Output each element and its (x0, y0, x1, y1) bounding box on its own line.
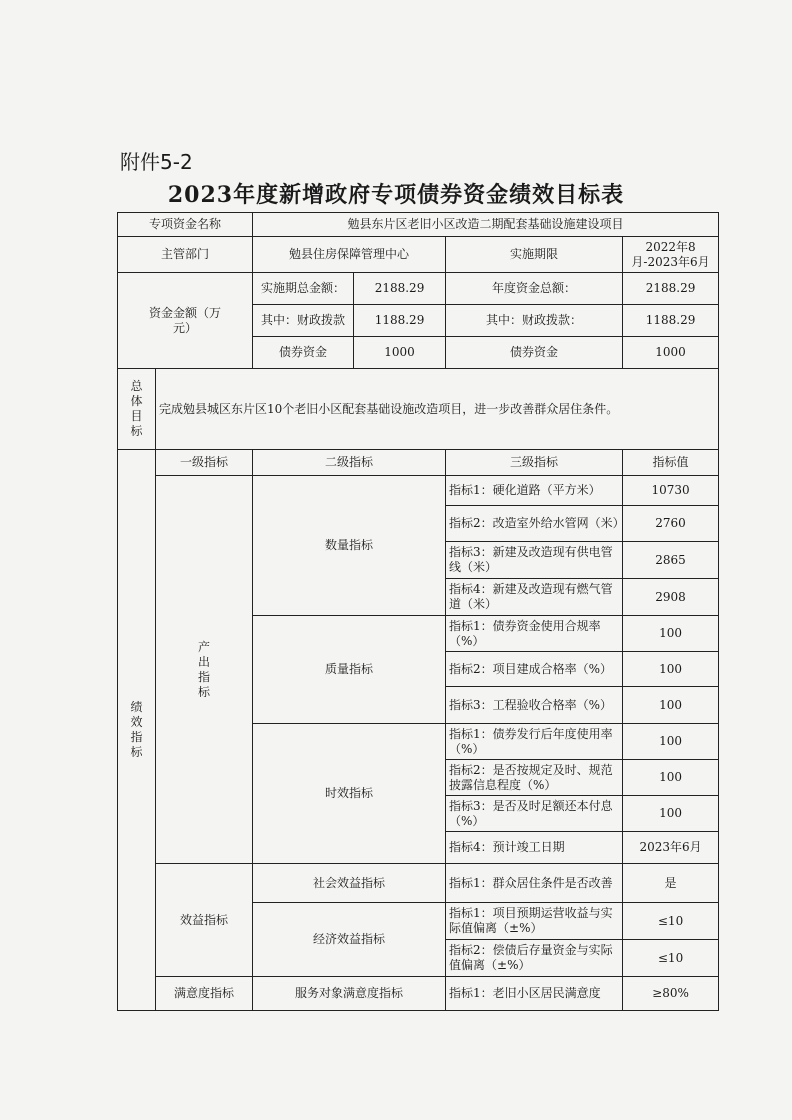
indicator-value: 100 (623, 616, 719, 652)
fund-amount-label: 资金金额（万元） (118, 273, 253, 369)
header-level1: 一级指标 (156, 450, 253, 476)
table-row (118, 213, 719, 237)
annual-bond-label: 债券资金 (446, 337, 623, 369)
project-name-value: 勉县东片区老旧小区改造二期配套基础设施建设项目 (253, 213, 719, 237)
fiscal-value: 1188.29 (354, 305, 446, 337)
indicator-text: 指标2：改造室外给水管网（米） (446, 506, 623, 542)
indicator-text: 指标4：新建及改造现有燃气管道（米） (446, 579, 623, 616)
header-level2: 二级指标 (253, 450, 446, 476)
header-level3: 三级指标 (446, 450, 623, 476)
project-name-label: 专项资金名称 (118, 213, 253, 237)
indicator-value: 2760 (623, 506, 719, 542)
attachment-label: 附件5-2 (120, 150, 193, 174)
indicator-text: 指标1：债券资金使用合规率（%） (446, 616, 623, 652)
indicator-text: 指标1：群众居住条件是否改善 (446, 864, 623, 903)
quantity-indicator-label: 数量指标 (253, 476, 446, 616)
annual-fiscal-label: 其中：财政拨款： (446, 305, 623, 337)
satisfaction-indicator-label: 满意度指标 (156, 977, 253, 1011)
indicator-text: 指标3：工程验收合格率（%） (446, 687, 623, 724)
annual-bond-value: 1000 (623, 337, 719, 369)
indicator-value: 100 (623, 652, 719, 687)
indicator-text: 指标3：新建及改造现有供电管线（米） (446, 542, 623, 579)
benefit-indicator-label: 效益指标 (156, 864, 253, 977)
indicator-text: 指标2：偿债后存量资金与实际值偏离（±%） (446, 940, 623, 977)
dept-value: 勉县住房保障管理中心 (253, 237, 446, 273)
output-indicator-label: 产出指标 (156, 476, 253, 864)
dept-label: 主管部门 (118, 237, 253, 273)
indicator-value: 100 (623, 760, 719, 796)
indicator-value: 100 (623, 687, 719, 724)
performance-target-table (117, 212, 719, 1011)
table-row (118, 476, 719, 506)
indicator-text: 指标3：是否及时足额还本付息（%） (446, 796, 623, 832)
indicator-text: 指标1：硬化道路（平方米） (446, 476, 623, 506)
table-row (118, 237, 719, 273)
social-benefit-label: 社会效益指标 (253, 864, 446, 903)
indicator-value: 10730 (623, 476, 719, 506)
indicator-value: ≥80% (623, 977, 719, 1011)
performance-indicator-label: 绩效指标 (118, 450, 156, 1011)
table-row (118, 864, 719, 903)
overall-goal-label: 总体目标 (118, 369, 156, 450)
overall-goal-text: 完成勉县城区东片区10个老旧小区配套基础设施改造项目，进一步改善群众居住条件。 (156, 369, 719, 450)
table-row (118, 273, 719, 305)
indicator-value: 2865 (623, 542, 719, 579)
indicator-text: 指标4：预计竣工日期 (446, 832, 623, 864)
annual-amount-label: 年度资金总额： (446, 273, 623, 305)
period-value: 2022年8月-2023年6月 (623, 237, 719, 273)
table-row (118, 369, 719, 450)
indicator-text: 指标2：项目建成合格率（%） (446, 652, 623, 687)
service-satisfaction-label: 服务对象满意度指标 (253, 977, 446, 1011)
total-amount-label: 实施期总金额： (253, 273, 354, 305)
period-label: 实施期限 (446, 237, 623, 273)
indicator-value: 100 (623, 724, 719, 760)
bond-value: 1000 (354, 337, 446, 369)
indicator-value: 100 (623, 796, 719, 832)
fiscal-label: 其中：财政拨款 (253, 305, 354, 337)
indicator-value: 2908 (623, 579, 719, 616)
bond-label: 债券资金 (253, 337, 354, 369)
indicator-text: 指标1：老旧小区居民满意度 (446, 977, 623, 1011)
indicator-value: 是 (623, 864, 719, 903)
indicator-value: ≤10 (623, 940, 719, 977)
annual-amount-value: 2188.29 (623, 273, 719, 305)
annual-fiscal-value: 1188.29 (623, 305, 719, 337)
total-amount-value: 2188.29 (354, 273, 446, 305)
table-row (118, 450, 719, 476)
quality-indicator-label: 质量指标 (253, 616, 446, 724)
indicator-value: ≤10 (623, 903, 719, 940)
economic-benefit-label: 经济效益指标 (253, 903, 446, 977)
indicator-text: 指标1：项目预期运营收益与实际值偏离（±%） (446, 903, 623, 940)
indicator-text: 指标2：是否按规定及时、规范披露信息程度（%） (446, 760, 623, 796)
table-row (118, 977, 719, 1011)
indicator-value: 2023年6月 (623, 832, 719, 864)
page-title: 2023年度新增政府专项债券资金绩效目标表 (167, 182, 625, 208)
header-value: 指标值 (623, 450, 719, 476)
indicator-text: 指标1：债券发行后年度使用率（%） (446, 724, 623, 760)
timeliness-indicator-label: 时效指标 (253, 724, 446, 864)
